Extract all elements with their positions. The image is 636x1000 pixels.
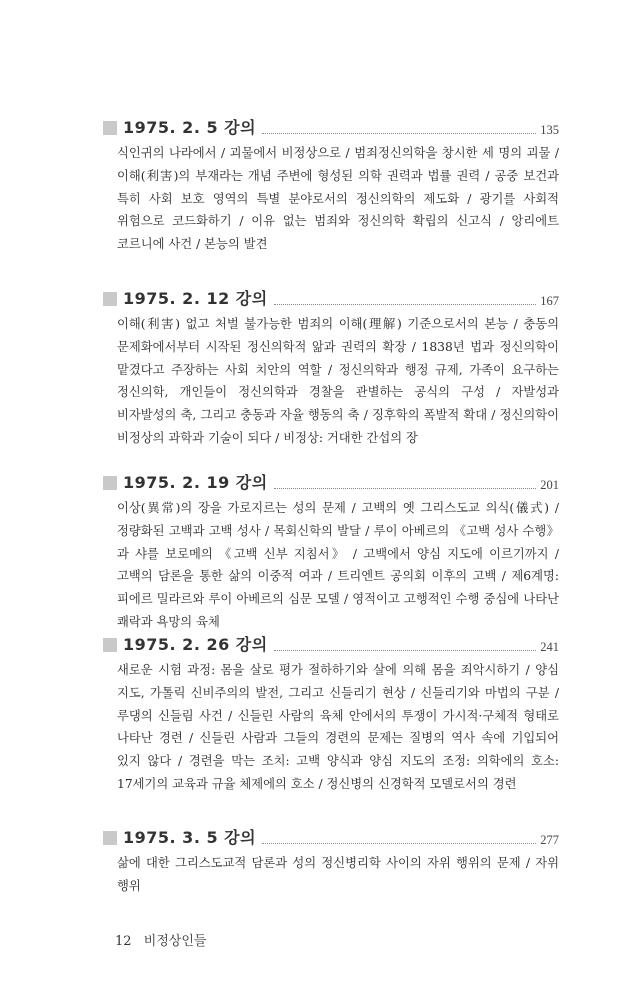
toc-entry-heading (103, 283, 559, 309)
toc-entry-title: 1975. 2. 26 강의 (123, 635, 272, 655)
toc-entry-page-number: 201 (540, 478, 559, 492)
bullet-square-icon (103, 121, 117, 135)
dot-leader (262, 842, 536, 844)
page-footer (115, 930, 206, 949)
footer-page-number: 12 (115, 934, 132, 949)
toc-entry-title: 1975. 2. 12 강의 (123, 289, 272, 309)
dot-leader (274, 303, 537, 305)
dot-leader (274, 487, 537, 489)
bullet-square-icon (103, 292, 117, 306)
toc-entry-heading (103, 112, 559, 138)
bullet-square-icon (103, 476, 117, 490)
toc-entry-summary: 식인귀의 나라에서 / 괴물에서 비정상으로 / 범죄정신의학을 창시한 세 명의 괴물 / 이해(利害)의 부재라는 개념 주변에 형성된 의학 권력과 법률 권력 / 공중 보건과 특히 사회 보호 영역의 특별 분야로서의 정신의학의 제도화 / 광기를 사회적 위험으로 코드화하기 / 이유 없는 범죄와 정신의학 확립의 신고식 / 앙리에트 코르니에 사건 / 본능의 발견 (117, 146, 559, 252)
toc-entry-title: 1975. 2. 19 강의 (123, 473, 272, 493)
bullet-square-icon (103, 638, 117, 652)
toc-entry-page-number: 167 (540, 294, 559, 308)
toc-entry-heading (103, 467, 559, 493)
toc-entry (103, 112, 559, 256)
toc-entry (103, 467, 559, 634)
dot-leader (274, 649, 537, 651)
toc-entry (103, 822, 559, 898)
toc-entry-summary: 이상(異常)의 장을 가로지르는 성의 문제 / 고백의 옛 그리스도교 의식(儀式) / 정량화된 고백과 고백 성사 / 목회신학의 발달 / 루이 아베르의 《고백 성사 수행》과 샤를 보로메의 《고백 신부 지침서》 / 고백에서 양심 지도에 이르기까지 / 고백의 담론을 통한 삶의 이중적 여과 / 트리엔트 공의회 이후의 고백 / 제6계명: 피에르 밀라르와 루이 아베르의 심문 모델 / 영적이고 고행적인 수행 중심에 나타난 쾌락과 욕망의 육체 (117, 501, 559, 629)
toc-entry-heading (103, 629, 559, 655)
bullet-square-icon (103, 831, 117, 845)
toc-entry-title: 1975. 2. 5 강의 (123, 118, 260, 138)
toc-entry (103, 283, 559, 450)
toc-entry-page-number: 277 (540, 833, 559, 847)
toc-entry-title: 1975. 3. 5 강의 (123, 828, 260, 848)
toc-entry-summary: 삶에 대한 그리스도교적 담론과 성의 정신병리학 사이의 자위 행위의 문제 / 자위 행위 (117, 856, 559, 893)
toc-entry (103, 629, 559, 796)
footer-book-title: 비정상인들 (143, 934, 207, 949)
toc-entry-summary: 새로운 시험 과정: 몸을 살로 평가 절하하기와 살에 의해 몸을 죄악시하기 / 양심 지도, 가톨릭 신비주의의 발전, 그리고 신들리기 현상 / 신들리기와 마법의 구분 / 루댕의 신들림 사건 / 신들린 사람의 육체 안에서의 투쟁이 가시적·구체적 형태로 나타난 경련 / 신들린 사람과 그들의 경련의 문제는 질병의 역사 속에 기입되어 있지 않다 / 경련을 막는 조치: 고백 양식과 양심 지도의 조정: 의학에의 호소: 17세기의 교육과 규율 체제에의 호소 / 정신병의 신경학적 모델로서의 경련 (117, 663, 559, 791)
toc-entry-summary: 이해(利害) 없고 처벌 불가능한 범죄의 이해(理解) 기준으로서의 본능 / 충동의 문제화에서부터 시작된 정신의학적 앎과 권력의 확장 / 1838년 법과 정신의학이 맡겼다고 주장하는 사회 치안의 역할 / 정신의학과 행정 규제, 가족이 요구하는 정신의학, 개인들이 정신의학과 경찰을 관별하는 공식의 구성 / 자발성과 비자발성의 축, 그리고 충동과 자율 행동의 축 / 징후학의 폭발적 확대 / 정신의학이 비정상의 과학과 기술이 되다 / 비정상: 거대한 간섭의 장 (117, 317, 559, 445)
toc-entry-page-number: 135 (540, 123, 559, 137)
toc-entry-page-number: 241 (540, 640, 559, 654)
toc-entry-heading (103, 822, 559, 848)
dot-leader (262, 132, 536, 134)
